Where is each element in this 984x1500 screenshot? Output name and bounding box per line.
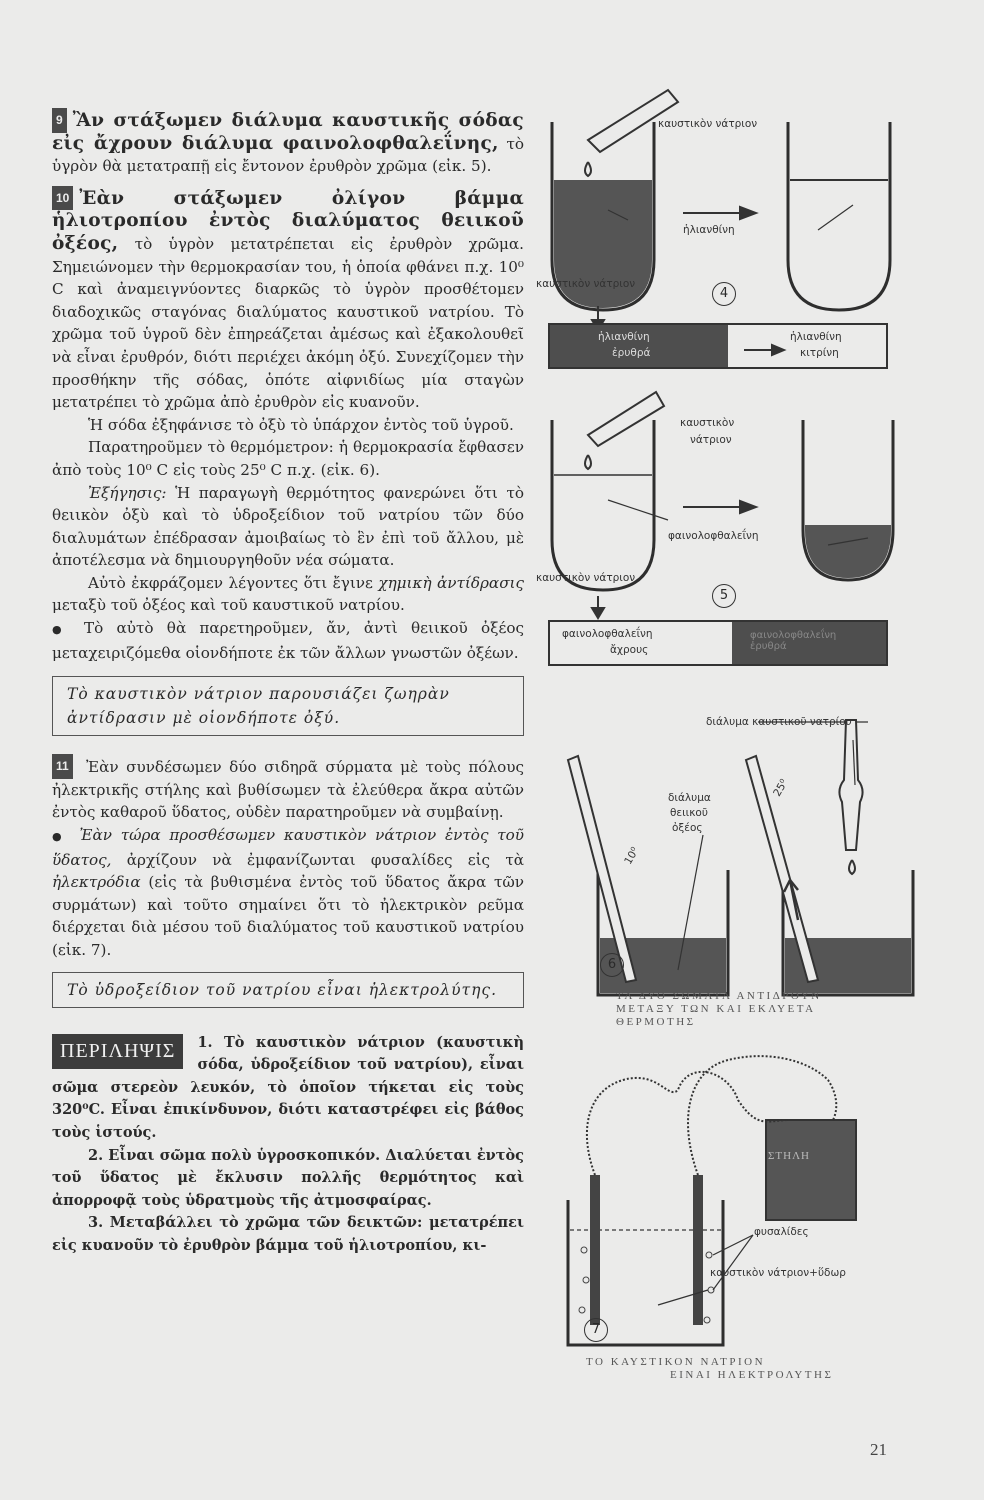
label-arrow-5: φαινολοφθαλεΐνη bbox=[668, 530, 759, 542]
arrow-4 bbox=[740, 207, 756, 219]
drop-4 bbox=[585, 162, 591, 176]
highlight-box: Τὸ καυστικὸν νάτριον παρουσιάζει ζωηρὰν ἀντίδρασιν μὲ οἱονδήποτε ὀξύ. bbox=[52, 676, 524, 736]
temperature-2: 25⁰ bbox=[771, 777, 791, 799]
arrow-5 bbox=[740, 501, 756, 513]
highlight-box: Τὸ ὑδροξείδιον τοῦ νατρίου εἶναι ἠλεκτρολύτης. bbox=[52, 972, 524, 1008]
label-bubbles: φυσαλίδες bbox=[754, 1226, 809, 1238]
paragraph-text: μεταξὺ τοῦ ὀξέος καὶ τοῦ καυστικοῦ νατρίου. bbox=[52, 596, 405, 615]
label-naoh-5b: νάτριον bbox=[690, 434, 732, 446]
label-naoh-top: καυστικὸν νάτριον bbox=[658, 118, 758, 130]
paragraph bbox=[52, 572, 524, 617]
label-solution: διάλυμα καυστικοῦ νατρίου bbox=[706, 716, 852, 728]
label-acid: θειικοῦ bbox=[670, 807, 708, 819]
caption-line: ΤΑ ΔΥΟ ΣΩΜΑΤΑ ΑΝΤΙΔΡΟΥΝ bbox=[616, 990, 822, 1002]
emphasis: ἠλεκτρόδια bbox=[52, 873, 141, 892]
summary-item: 1. Τὸ καυστικὸν νάτριον (καυστικὴ σόδα, ὑδροξείδιον τοῦ νατρίου), εἶναι σῶμα στερεὸν λευκόν, τὸ ὁποῖον τήκεται εἰς τοὺς 320⁰C. Εἶναι ἐπικίνδυνον, διότι καταστρέφει εἰς βάθος τοὺς ἱστούς. bbox=[52, 1033, 524, 1141]
summary-label: ΠΕΡΙΛΗΨΙΣ bbox=[52, 1034, 183, 1069]
section-9 bbox=[52, 108, 524, 178]
section-10 bbox=[52, 186, 524, 414]
electrode-1 bbox=[590, 1175, 600, 1325]
section-text: τὸ ὑγρὸν θὰ μετατραπῇ εἰς ἔντονον ἐρυθρὸν χρῶμα (εἰκ. 5). bbox=[52, 134, 524, 176]
paragraph bbox=[52, 482, 524, 572]
paragraph: Ἡ σόδα ἐξηφάνισε τὸ ὀξὺ τὸ ὑπάρχον ἐντὸς τοῦ ὑγροῦ. bbox=[88, 415, 514, 434]
text-column bbox=[52, 108, 524, 1258]
section-number: 10 bbox=[52, 186, 73, 211]
label-acid: διάλυμα bbox=[668, 792, 711, 804]
section-number: 11 bbox=[52, 754, 73, 779]
bar-label: φαινολοφθαλεΐνη ἐρυθρά bbox=[750, 630, 837, 652]
label-naoh-left-4: καυστικὸν νάτριον bbox=[536, 278, 636, 290]
figure-caption-7 bbox=[586, 1356, 833, 1382]
section-heading: Ἐὰν στάξωμεν ὀλίγον βάμμα ἡλιοτροπίου ἐντὸς διαλύματος θειικοῦ ὀξέος, bbox=[52, 187, 524, 254]
page-number: 21 bbox=[870, 1440, 887, 1459]
explanation-label: Ἐξήγησις: bbox=[88, 483, 167, 502]
label-acid: ὀξέος bbox=[672, 822, 703, 834]
figure-number-7: 7 bbox=[584, 1318, 608, 1342]
test-tube-clear bbox=[552, 420, 654, 590]
figure-caption-6 bbox=[616, 990, 822, 1029]
burette bbox=[839, 720, 862, 850]
bullet-icon: ● bbox=[52, 623, 71, 637]
drop-5 bbox=[585, 455, 591, 469]
bullet-icon: ● bbox=[52, 830, 66, 844]
bar-label: ἡλιανθίνη bbox=[598, 331, 650, 343]
label-liquid: καυστικὸν νάτριον+ὕδωρ bbox=[710, 1267, 846, 1279]
section-number: 9 bbox=[52, 108, 67, 133]
bar-label: φαινολοφθαλεΐνη bbox=[562, 628, 653, 640]
section-text: Ἐὰν συνδέσωμεν δύο σιδηρᾶ σύρματα μὲ τοὺς πόλους ἠλεκτρικῆς στήλης καὶ βυθίσωμεν τὰ ἐλεύθερα ἄκρα αὐτῶν ἐντὸς καθαροῦ ὕδατος, οὐδὲν παρατηροῦμεν νὰ συμβαίνῃ. bbox=[52, 758, 525, 822]
summary bbox=[52, 1032, 524, 1258]
caption-line: ΕΙΝΑΙ ΗΛΕΚΤΡΟΛΥΤΗΣ bbox=[670, 1369, 834, 1381]
drop-6 bbox=[849, 860, 855, 874]
bar-label: ἐρυθρά bbox=[612, 347, 651, 359]
test-tube-yellow bbox=[788, 122, 890, 310]
summary-item: 3. Μεταβάλλει τὸ χρῶμα τῶν δεικτῶν: μετατρέπει εἰς κυανοῦν τὸ ἐρυθρὸν βάμμα τοῦ ἡλιοτροπίου, κι- bbox=[52, 1214, 524, 1254]
caption-line: ΤΟ ΚΑΥΣΤΙΚΟΝ ΝΑΤΡΙΟΝ bbox=[586, 1356, 766, 1368]
section-text: τὸ ὑγρὸν μετατρέπεται εἰς ἐρυθρὸν χρῶμα. Σημειώνομεν τὴν θερμοκρασίαν του, ἡ ὁποία φθάνει π.χ. 10⁰ C καὶ ἀναμειγνύοντες διαρκῶς τὸ ὑγρὸν προσθέτομεν διαδοχικῶς σταγόνας διαλύματος καυστικοῦ νατρίου. Τὸ χρῶμα τοῦ ὑγροῦ δὲν ἐπηρεάζεται ἀμέσως καὶ ἐξακολουθεῖ νὰ εἶναι ἐρυθρόν, διότι περιέχει ἀκόμη ὀξύ. Συνεχίζομεν τὴν προσθήκην τῆς σόδας, ὁπότε αἰφνιδίως μία σταγὼν μετατρέπει τὸ χρῶμα ἀπὸ ἐρυθρὸν εἰς κυανοῦν. bbox=[52, 234, 525, 412]
arrow-down-5 bbox=[592, 608, 604, 618]
bar-label: ἡλιανθίνη bbox=[790, 331, 842, 343]
paragraph-text: Ἡ παραγωγὴ θερμότητος φανερώνει ὅτι τὸ θειικὸν ὀξὺ καὶ τὸ ὑδροξείδιον τοῦ νατρίου τῶν δύο διαλυμάτων ἐπέδρασαν ἀμοιβαίως τὸ ἓν ἐπὶ τοῦ ἄλλου, μὲ ἀποτέλεσμα νὰ δημιουργηθοῦν νέα σώματα. bbox=[52, 483, 525, 570]
paragraph bbox=[52, 617, 524, 664]
color-bar-4 bbox=[548, 323, 888, 369]
paragraph bbox=[52, 824, 524, 962]
label-battery: ΣΤΗΛΗ bbox=[768, 1150, 810, 1162]
figure-number-4: 4 bbox=[712, 282, 736, 306]
caption-line: ΜΕΤΑΞΥ ΤΩΝ ΚΑΙ ΕΚΛΥΕΤΑ bbox=[616, 1003, 816, 1015]
paragraph-text: ἀρχίζουν νὰ ἐμφανίζωνται φυσαλίδες εἰς τὰ bbox=[126, 850, 524, 869]
emphasis: χημικὴ ἀντίδρασις bbox=[378, 573, 525, 592]
figure-number-6: 6 bbox=[600, 953, 624, 977]
paragraph: Παρατηροῦμεν τὸ θερμόμετρον: ἡ θερμοκρασία ἔφθασεν ἀπὸ τοὺς 10⁰ C εἰς τοὺς 25⁰ C π.χ. (εἰκ. 6). bbox=[52, 438, 524, 479]
summary-item: 2. Εἶναι σῶμα πολὺ ὑγροσκοπικόν. Διαλύεται ἐντὸς τοῦ ὕδατος μὲ ἔκλυσιν πολλῆς θερμότητος καὶ ἀπορροφᾷ τοὺς ὑδρατμοὺς τῆς ἀτμοσφαίρας. bbox=[52, 1146, 524, 1209]
caption-line: ΘΕΡΜΟΤΗΣ bbox=[616, 1016, 696, 1028]
bar-label: κιτρίνη bbox=[800, 347, 839, 359]
emphasis: Ἐὰν τώρα προσθέσωμεν καυστικὸν νάτριον ἐντὸς τοῦ ὕδατος, bbox=[52, 826, 524, 869]
bar-label: ἄχρους bbox=[610, 644, 649, 656]
color-bar-5 bbox=[548, 620, 888, 666]
label-naoh-left-5: καυστικὸν νάτριον bbox=[536, 572, 636, 584]
paragraph-text: Αὐτὸ ἐκφράζομεν λέγοντες ὅτι ἔγινε bbox=[88, 573, 373, 592]
label-arrow-4: ἡλιανθίνη bbox=[683, 224, 735, 236]
section-heading: Ἂν στάξωμεν διάλυμα καυστικῆς σόδας εἰς ἄχρουν διάλυμα φαινολοφθαλεΐνης, bbox=[52, 110, 524, 154]
temperature-1: 10⁰ bbox=[622, 845, 642, 867]
electrode-2 bbox=[693, 1175, 703, 1325]
paragraph-text: Τὸ αὐτὸ θὰ παρετηροῦμεν, ἄν, ἀντὶ θειικοῦ ὀξέος μεταχειριζόμεθα οἱονδήποτε ἐκ τῶν ἄλλων γνωστῶν ὀξέων. bbox=[52, 619, 524, 662]
paragraph-text: (εἰς τὰ βυθισμένα ἐντὸς τοῦ ὕδατος ἄκρα τῶν συρμάτων) καὶ τοῦτο σημαίνει ὅτι τὸ ἠλεκτρικὸν ρεῦμα διέρχεται διὰ μέσου τοῦ διαλύματος τοῦ καυστικοῦ νατρίου (εἰκ. 7). bbox=[52, 873, 524, 959]
battery bbox=[766, 1120, 856, 1220]
label-naoh-5a: καυστικὸν bbox=[680, 417, 735, 429]
section-11 bbox=[52, 754, 524, 824]
figure-number-5: 5 bbox=[712, 584, 736, 608]
